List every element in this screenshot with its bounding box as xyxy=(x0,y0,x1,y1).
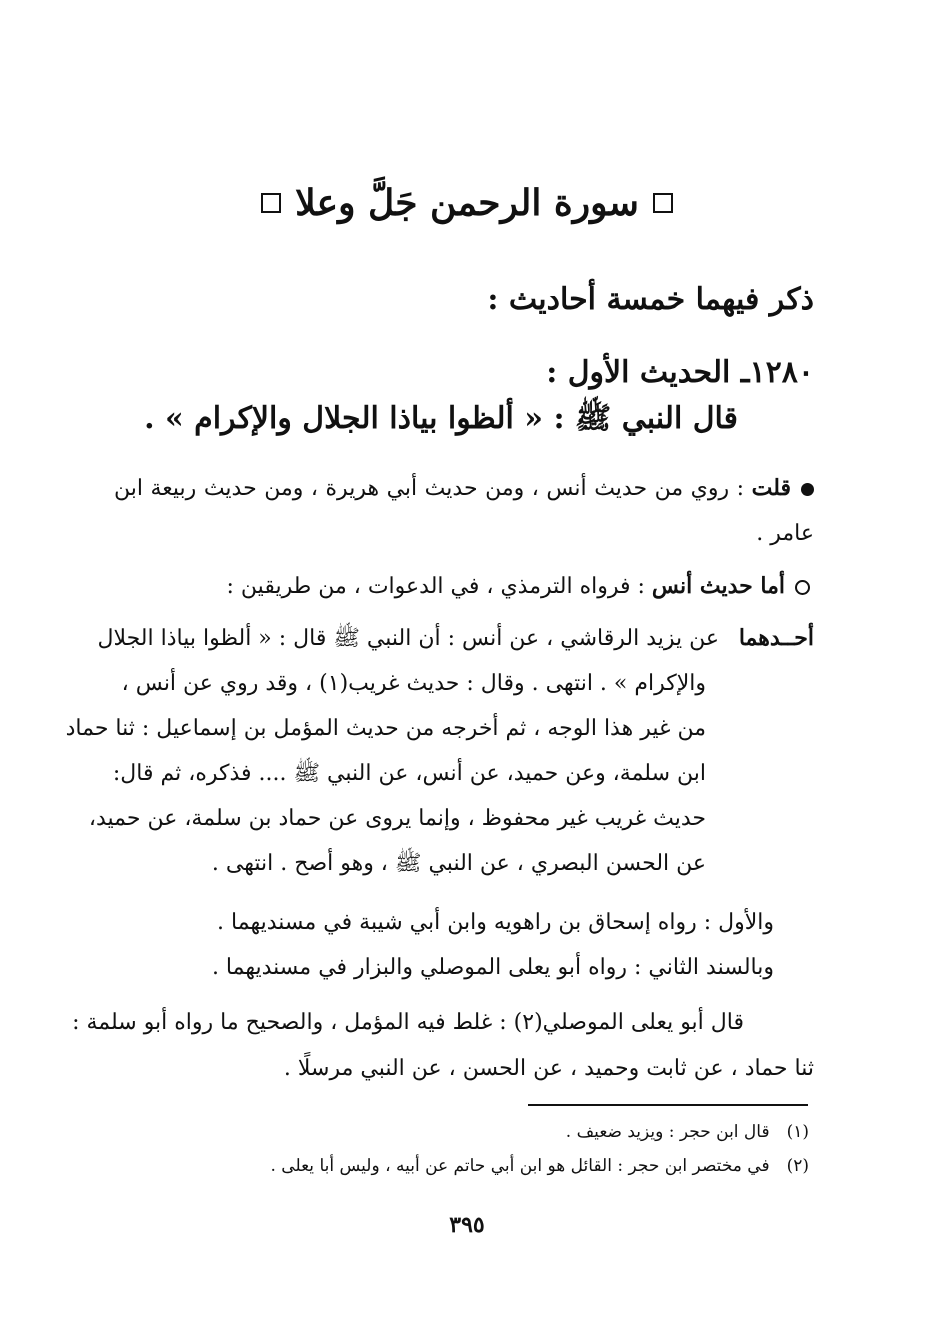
footnote-text: قال ابن حجر : ويزيد ضعيف . xyxy=(565,1122,770,1142)
page-number: ٣٩٥ xyxy=(449,1212,485,1238)
anas-text: : فرواه الترمذي ، في الدعوات ، من طريقين : xyxy=(226,574,645,599)
footnote-number: (١) xyxy=(786,1122,809,1142)
hadith-text: قال النبي ﷺ : « ألظوا بياذا الجلال والإكرام » . xyxy=(144,401,738,436)
square-ornament-icon xyxy=(653,193,673,213)
hadith-number: ١٢٨٠ـ الحديث الأول : xyxy=(546,355,814,390)
circle-icon xyxy=(795,580,810,595)
ahaduhuma-line: ابن سلمة، وعن حميد، عن أنس، عن النبي ﷺ .... فذكره، ثم قال: xyxy=(112,761,706,786)
section-intro: ذكر فيهما خمسة أحاديث : xyxy=(487,282,814,317)
qult-text: : روي من حديث أنس ، ومن حديث أبي هريرة ، ومن حديث ربيعة ابن عامر . xyxy=(114,476,814,546)
bullet-icon xyxy=(801,483,814,496)
ahaduhuma-line: عن الحسن البصري ، عن النبي ﷺ ، وهو أصح . انتهى . xyxy=(211,851,706,876)
anas-paragraph xyxy=(227,573,810,599)
ahaduhuma-line: حديث غريب غير محفوظ ، وإنما يروى عن حماد بن سلمة، عن حميد، xyxy=(88,806,706,831)
footnote-number: (٢) xyxy=(786,1156,809,1176)
square-ornament-icon xyxy=(261,193,281,213)
footnote-separator xyxy=(528,1104,808,1106)
second-chain: وبالسند الثاني : رواه أبو يعلى الموصلي والبزار في مسنديهما . xyxy=(211,955,774,980)
ahaduhuma-line: والإكرام » . انتهى . وقال : حديث غريب(١) ، وقد روي عن أنس ، xyxy=(121,671,706,696)
footnote-text: في مختصر ابن حجر : القائل هو ابن أبي حاتم عن أبيه ، وليس أبا يعلى . xyxy=(270,1156,770,1176)
qult-label: قلت xyxy=(751,475,791,501)
surah-title: سورة الرحمن جَلَّ وعلا xyxy=(295,182,639,224)
footnote-1 xyxy=(566,1122,809,1142)
anas-label: أما حديث أنس xyxy=(651,573,785,599)
first-chain: والأول : رواه إسحاق بن راهويه وابن أبي شيبة في مسنديهما . xyxy=(217,910,774,935)
ahaduhuma-line: من غير هذا الوجه ، ثم أخرجه من حديث المؤمل بن إسماعيل : ثنا حماد xyxy=(65,716,706,741)
ahaduhuma-label: أحــدهما xyxy=(738,625,814,651)
abu-yala-line: ثنا حماد ، عن ثابت وحميد ، عن الحسن ، عن النبي مرسلًا . xyxy=(283,1056,814,1081)
footnote-2 xyxy=(271,1156,810,1176)
ahaduhuma-line: عن يزيد الرقاشي ، عن أنس : أن النبي ﷺ قال : « ألظوا بياذا الجلال xyxy=(97,626,719,651)
abu-yala-line: قال أبو يعلى الموصلي(٢) : غلط فيه المؤمل ، والصحيح ما رواه أبو سلمة : xyxy=(72,1010,744,1035)
qult-paragraph xyxy=(114,466,814,556)
surah-heading xyxy=(200,168,734,238)
